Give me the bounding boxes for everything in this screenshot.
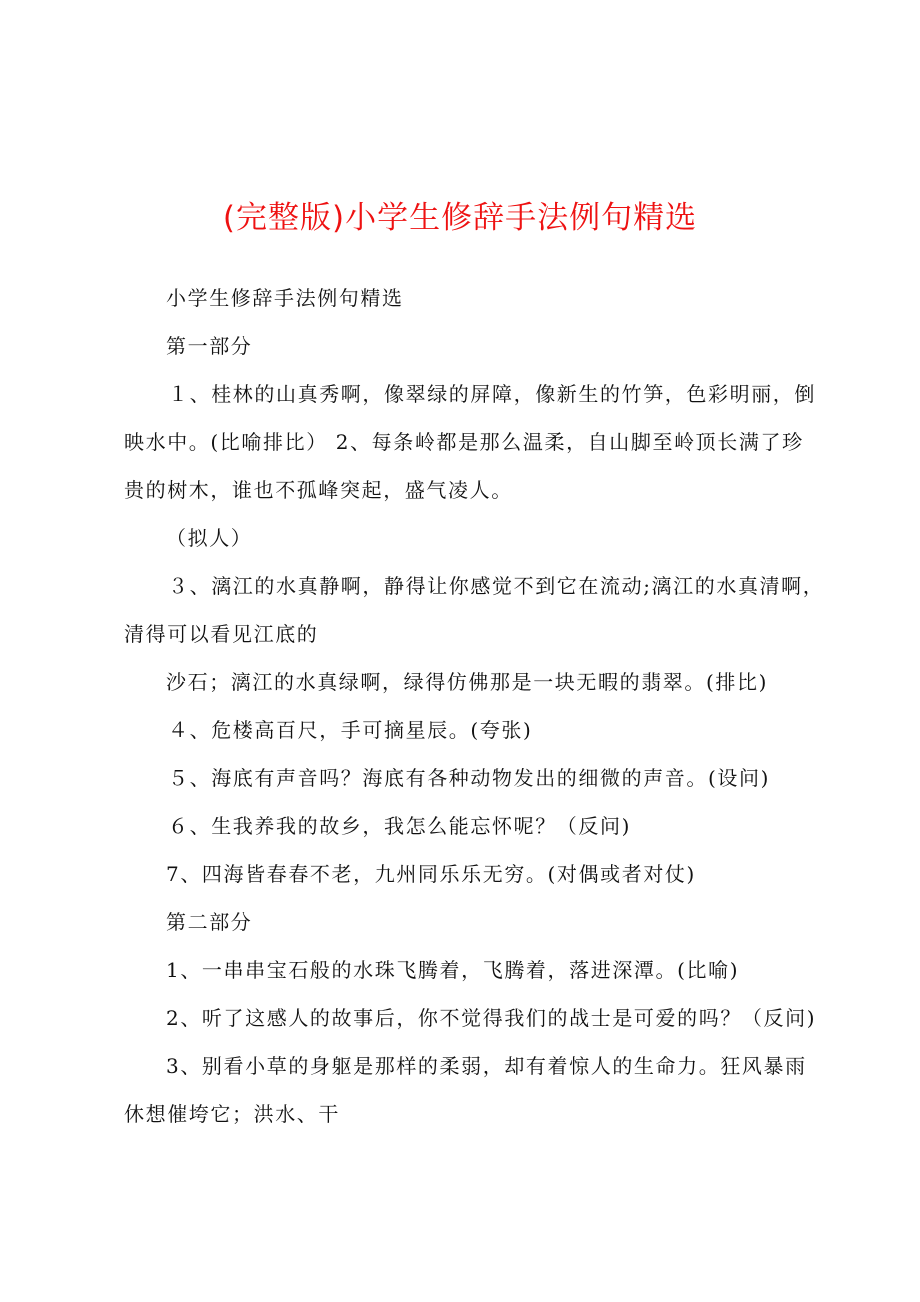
document-title: (完整版)小学生修辞手法例句精选 [222,200,698,236]
paragraph-line: 映水中。(比喻排比） 2、每条岭都是那么温柔，自山脚至岭顶长满了珍 [124,430,804,454]
paragraph-line: ３、漓江的水真静啊，静得让你感觉不到它在流动;漓江的水真清啊， [168,574,825,598]
subtitle-line: 小学生修辞手法例句精选 [166,286,404,310]
paragraph-line: 休想催垮它；洪水、干 [124,1102,340,1126]
section-heading-2: 第二部分 [166,910,253,934]
paragraph-line: 3、别看小草的身躯是那样的柔弱，却有着惊人的生命力。狂风暴雨 [166,1054,807,1078]
section-heading-1: 第一部分 [166,334,253,358]
paragraph-line: 沙石；漓江的水真绿啊，绿得仿佛那是一块无暇的翡翠。(排比) [166,670,769,694]
paragraph-line: 1、一串串宝石般的水珠飞腾着，飞腾着，落进深潭。(比喻) [166,958,740,982]
paragraph-line: ５、海底有声音吗？海底有各种动物发出的细微的声音。(设问) [168,766,771,790]
paragraph-line: 清得可以看见江底的 [124,622,319,646]
paragraph-line: 7、四海皆春春不老，九州同乐乐无穷。(对偶或者对仗) [166,862,696,886]
paragraph-line: （拟人） [166,526,253,550]
paragraph-line: ６、生我养我的故乡，我怎么能忘怀呢？（反问) [168,814,632,838]
paragraph-line: 2、听了这感人的故事后，你不觉得我们的战士是可爱的吗？（反问) [166,1006,817,1030]
paragraph-line: １、桂林的山真秀啊，像翠绿的屏障，像新生的竹笋，色彩明丽，倒 [168,382,816,406]
paragraph-line: 贵的树木，谁也不孤峰突起，盛气凌人。 [124,478,513,502]
paragraph-line: ４、危楼高百尺，手可摘星辰。(夸张) [168,718,533,742]
